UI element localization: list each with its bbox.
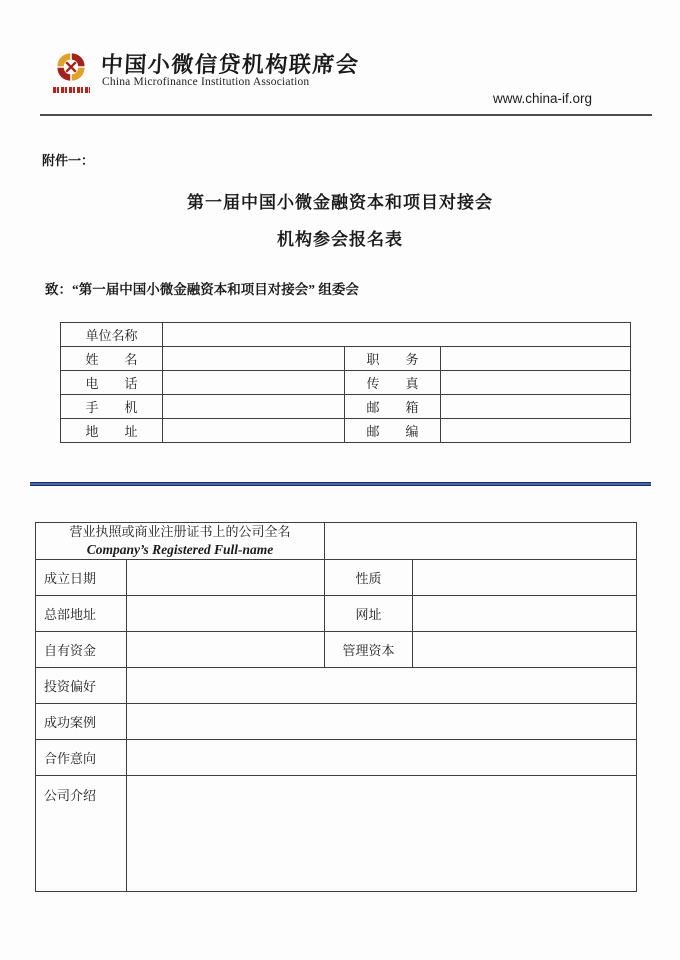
mobile-label: 手 机	[61, 395, 163, 419]
table-row	[61, 347, 631, 371]
unit-name-field[interactable]	[163, 323, 631, 347]
registered-name-label-cn: 营业执照或商业注册证书上的公司全名	[69, 524, 291, 540]
address-field[interactable]	[163, 419, 345, 443]
table-row	[36, 668, 637, 704]
registered-name-label-en: Company’s Registered Full-name	[86, 541, 274, 557]
unit-name-label: 单位名称	[61, 323, 163, 347]
table-row	[61, 395, 631, 419]
managed-capital-label: 管理资本	[325, 632, 413, 668]
org-name-english: China Microfinance Institution Association	[102, 76, 310, 88]
registered-name-label	[36, 523, 325, 560]
company-intro-field[interactable]	[127, 776, 637, 892]
founding-date-label: 成立日期	[36, 560, 127, 596]
org-name-chinese: 中国小微信贷机构联席会	[100, 52, 361, 77]
cooperation-intent-field[interactable]	[127, 740, 637, 776]
nature-label: 性质	[325, 560, 413, 596]
own-capital-field[interactable]	[127, 632, 325, 668]
registered-name-field[interactable]	[325, 523, 637, 560]
table-row	[36, 740, 637, 776]
table-row	[36, 596, 637, 632]
cooperation-intent-label: 合作意向	[36, 740, 127, 776]
hq-address-field[interactable]	[127, 596, 325, 632]
web-address-label: 网址	[325, 596, 413, 632]
association-emblem-icon	[55, 50, 87, 84]
table-row	[61, 323, 631, 347]
position-field[interactable]	[441, 347, 631, 371]
fax-field[interactable]	[441, 371, 631, 395]
investment-preference-label: 投资偏好	[36, 668, 127, 704]
mobile-field[interactable]	[163, 395, 345, 419]
hq-address-label: 总部地址	[36, 596, 127, 632]
addressee-line: 致：“第一届中国小微金融资本和项目对接会” 组委会	[45, 282, 359, 297]
website-url[interactable]: www.china-if.org	[492, 91, 592, 106]
table-row	[36, 632, 637, 668]
table-row	[61, 371, 631, 395]
phone-field[interactable]	[163, 371, 345, 395]
address-label: 地 址	[61, 419, 163, 443]
attachment-label: 附件一：	[42, 153, 95, 168]
investment-preference-field[interactable]	[127, 668, 637, 704]
founding-date-field[interactable]	[127, 560, 325, 596]
table-row	[36, 523, 637, 560]
position-label: 职 务	[345, 347, 441, 371]
header-rule	[40, 114, 652, 116]
success-cases-field[interactable]	[127, 704, 637, 740]
emblem-slogan-strip	[53, 87, 90, 93]
contact-table	[60, 322, 631, 443]
own-capital-label: 自有资金	[36, 632, 127, 668]
form-title-line2: 机构参会报名表	[277, 230, 403, 249]
company-intro-label: 公司介绍	[36, 776, 127, 892]
table-row	[61, 419, 631, 443]
phone-label: 电 话	[61, 371, 163, 395]
nature-field[interactable]	[413, 560, 637, 596]
table-row	[36, 560, 637, 596]
company-table	[35, 522, 637, 892]
web-address-field[interactable]	[413, 596, 637, 632]
table-row	[36, 776, 637, 892]
form-title-line1: 第一届中国小微金融资本和项目对接会	[187, 193, 493, 212]
table-row	[36, 704, 637, 740]
email-label: 邮 箱	[345, 395, 441, 419]
zipcode-label: 邮 编	[345, 419, 441, 443]
managed-capital-field[interactable]	[413, 632, 637, 668]
zipcode-field[interactable]	[441, 419, 631, 443]
success-cases-label: 成功案例	[36, 704, 127, 740]
email-field[interactable]	[441, 395, 631, 419]
name-field[interactable]	[163, 347, 345, 371]
section-divider-rule	[30, 482, 651, 486]
fax-label: 传 真	[345, 371, 441, 395]
name-label: 姓 名	[61, 347, 163, 371]
